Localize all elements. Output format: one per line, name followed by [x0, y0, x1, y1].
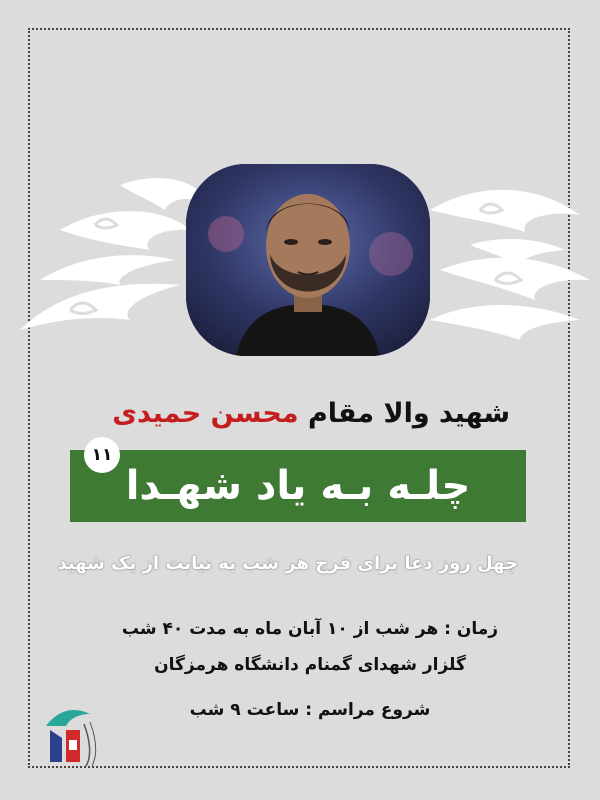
poster-title — [90, 398, 510, 429]
martyr-portrait — [186, 164, 430, 356]
episode-number-badge: ۱۱ — [84, 437, 120, 473]
university-basij-logo-icon — [40, 700, 104, 770]
place-line: گلزار شهدای گمنام دانشگاه هرمزگان — [154, 655, 466, 675]
martyr-name: محسن حمیدی — [112, 398, 299, 429]
program-subtitle: چهل روز دعا برای فرج هر شب به نیابت از یک شهید — [57, 553, 518, 574]
time-line: زمان : هر شب از ۱۰ آبان ماه به مدت ۴۰ شب — [121, 619, 499, 639]
program-banner — [70, 450, 526, 522]
banner-title: چلـه بـه یاد شهـدا — [125, 463, 471, 509]
start-line: شروع مراسم : ساعت ۹ شب — [189, 700, 431, 720]
title-prefix: شهید والا مقام — [307, 398, 510, 429]
